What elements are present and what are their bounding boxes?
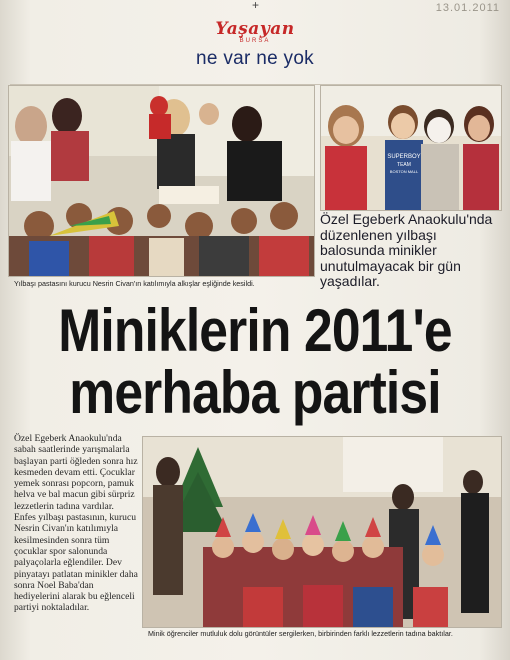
masthead <box>140 14 370 84</box>
brand-logo: Yaşayan <box>215 19 295 39</box>
section-title: ne var ne yok <box>196 48 314 69</box>
photo-party-hall <box>142 436 502 628</box>
photo-face-painting <box>320 85 502 211</box>
shirt-print: BOSTON MALL <box>389 169 419 174</box>
headline <box>0 297 510 426</box>
headline-line1: Miniklerin 2011'e <box>58 297 452 364</box>
caption-top-photo: Yılbaşı pastasını kurucu Nesrin Civan'ın katılımıyla alkışlar eşliğinde kesildi. <box>14 279 255 288</box>
registration-mark: + <box>252 0 260 12</box>
photo-blurb: Özel Egeberk Anaokulu'nda düzenlenen yılbaşı balosunda minikler unutulmayacak bir gün yaşadılar. <box>320 211 493 289</box>
shirt-print: TEAM <box>397 162 411 168</box>
caption-bottom-photo: Minik öğrenciler mutluluk dolu görüntüler sergilerken, birbirinden farklı lezzetlerin tadına baktılar. <box>148 629 453 638</box>
article-body: Özel Egeberk Anaokulu'nda sabah saatlerinde yarışmalarla başlayan parti öğleden sonra hız kesmeden devam etti. Çocuklar yemek sonrası popcorn, pamuk helva ve bal macun gibi sürpriz lezzetlerin tadına vardılar. Enfes yılbaşı pastasının, kurucu Nesrin Civan'ın katılımıyla kesilmesinden sonra tüm çocuklar spor salonunda palyaçolarla eğlendiler. Dev pinyatayı patlatan minikler daha sonra Noel Baba'dan hediyelerini alarak bu eğlenceli partiyi noktaladılar. <box>14 433 138 614</box>
brand-sub: BURSA <box>239 38 271 44</box>
date-stamp: 13.01.2011 <box>435 2 500 14</box>
headline-line2: merhaba partisi <box>69 359 441 426</box>
shirt-print: SUPERBOY <box>387 154 421 160</box>
photo-cake-cutting <box>8 85 315 277</box>
